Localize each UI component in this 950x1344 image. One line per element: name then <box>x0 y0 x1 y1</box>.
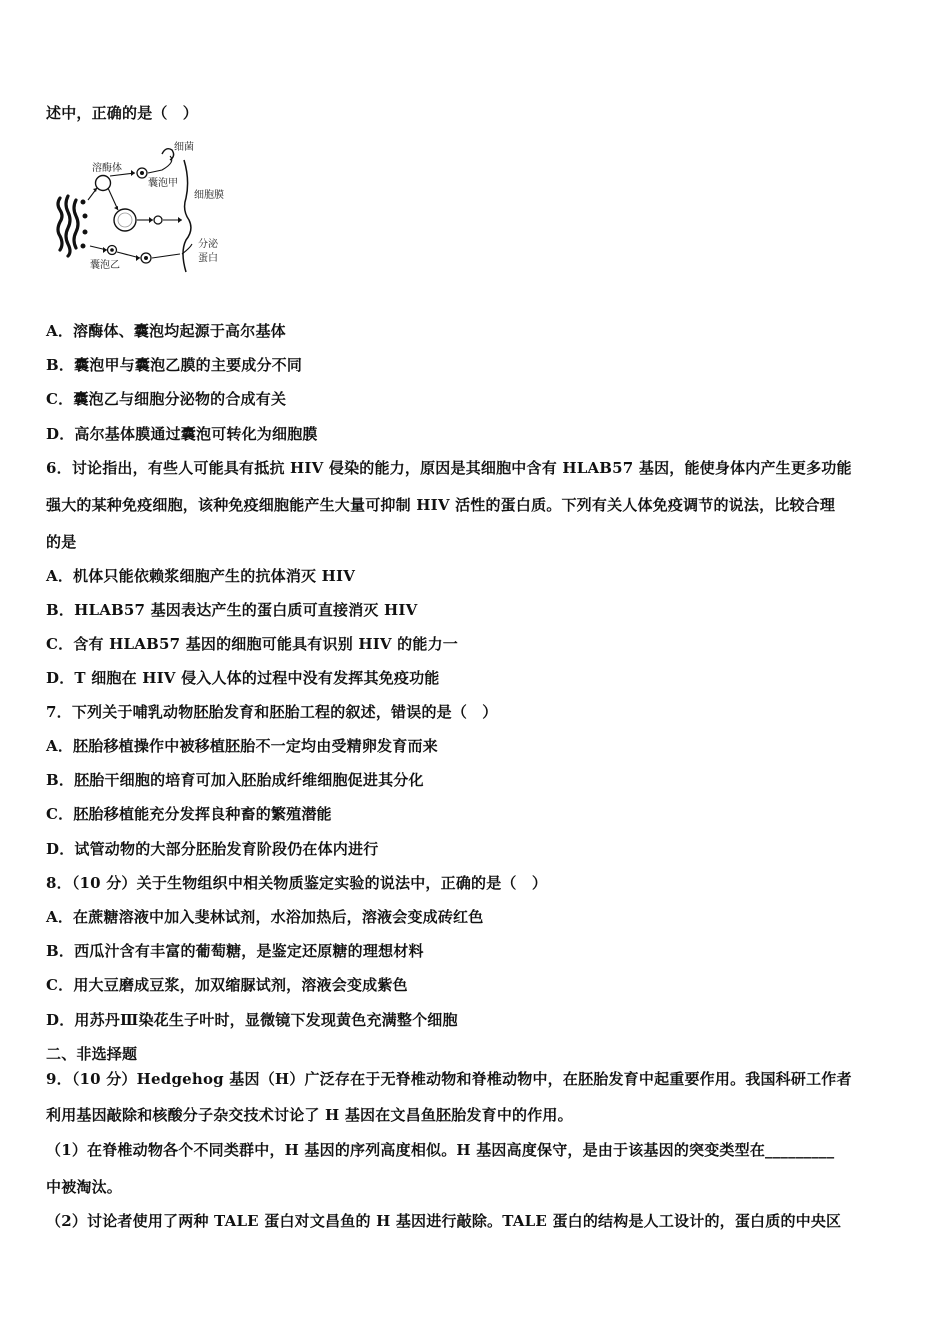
large-vesicle-icon <box>114 209 136 231</box>
q7-option-b: B．胚胎干细胞的培育可加入胚胎成纤维细胞促进其分化 <box>46 771 424 789</box>
label-secretory-line2: 蛋白 <box>198 253 218 264</box>
q6-option-a: A．机体只能依赖浆细胞产生的抗体消灭 HIV <box>46 567 356 585</box>
label-lysosome: 溶酶体 <box>92 163 122 174</box>
q9-sub2-line1: （2）讨论者使用了两种 TALE 蛋白对文昌鱼的 H 基因进行敲除。TALE 蛋白的结构是人工设计的，蛋白质的中央区 <box>46 1212 842 1230</box>
q6-option-c: C．含有 HLAB57 基因的细胞可能具有识别 HIV 的能力一 <box>46 635 458 653</box>
q6-stem-line3: 的是 <box>46 533 77 551</box>
q5-stem-tail: 述中，正确的是（ ） <box>46 104 199 122</box>
q7-option-d: D．试管动物的大部分胚胎发育阶段仍在体内进行 <box>46 840 379 858</box>
label-secretory-line1: 分泌 <box>198 239 218 250</box>
q9-sub1-line2: 中被淘汰。 <box>46 1178 123 1196</box>
q6-stem-line1: 6．讨论指出，有些人可能具有抵抗 HIV 侵染的能力，原因是其细胞中含有 HLAB57 基因，能使身体内产生更多功能 <box>46 459 852 477</box>
golgi-apparatus-icon <box>58 196 88 256</box>
q8-option-b: B．西瓜汁含有丰富的葡萄糖，是鉴定还原糖的理想材料 <box>46 942 424 960</box>
q9-stem-line2: 利用基因敲除和核酸分子杂交技术讨论了 H 基因在文昌鱼胚胎发育中的作用。 <box>46 1106 573 1124</box>
q5-option-d: D．高尔基体膜通过囊泡可转化为细胞膜 <box>46 425 318 443</box>
q5-option-c: C．囊泡乙与细胞分泌物的合成有关 <box>46 390 287 408</box>
vesicle-transport-diagram <box>52 140 248 276</box>
q6-stem-line2: 强大的某种免疫细胞，该种免疫细胞能产生大量可抑制 HIV 活性的蛋白质。下列有关人体免疫调节的说法，比较合理 <box>46 496 836 514</box>
q5-option-a: A．溶酶体、囊泡均起源于高尔基体 <box>46 322 286 340</box>
q9-sub1-line1: （1）在脊椎动物各个不同类群中，H 基因的序列高度相似。H 基因高度保守，是由于该基因的突变类型在_________ <box>46 1141 835 1159</box>
small-vesicle-icon <box>154 216 162 224</box>
q5-option-b: B．囊泡甲与囊泡乙膜的主要成分不同 <box>46 356 303 374</box>
section-heading: 二、非选择题 <box>46 1045 138 1063</box>
q7-option-c: C．胚胎移植能充分发挥良种畜的繁殖潜能 <box>46 805 332 823</box>
label-cell-membrane: 细胞膜 <box>194 190 224 201</box>
label-vesicle-b: 囊泡乙 <box>90 260 120 271</box>
q8-stem: 8．（10 分）关于生物组织中相关物质鉴定实验的说法中，正确的是（ ） <box>46 874 548 892</box>
q7-option-a: A．胚胎移植操作中被移植胚胎不一定均由受精卵发育而来 <box>46 737 438 755</box>
q8-option-a: A．在蔗糖溶液中加入斐林试剂，水浴加热后，溶液会变成砖红色 <box>46 908 484 926</box>
label-bacteria: 细菌 <box>174 142 194 153</box>
q6-option-d: D．T 细胞在 HIV 侵入人体的过程中没有发挥其免疫功能 <box>46 669 440 687</box>
label-vesicle-a: 囊泡甲 <box>148 178 178 189</box>
cell-membrane-icon <box>183 160 191 272</box>
q8-option-d: D．用苏丹Ⅲ染花生子叶时，显微镜下发现黄色充满整个细胞 <box>46 1011 458 1029</box>
q8-option-c: C．用大豆磨成豆浆，加双缩脲试剂，溶液会变成紫色 <box>46 976 408 994</box>
diagram-svg <box>52 140 248 276</box>
q7-stem: 7．下列关于哺乳动物胚胎发育和胚胎工程的叙述，错误的是（ ） <box>46 703 498 721</box>
q9-stem-line1: 9．（10 分）Hedgehog 基因（H）广泛存在于无脊椎动物和脊椎动物中，在胚胎发育中起重要作用。我国科研工作者 <box>46 1070 852 1088</box>
q6-option-b: B．HLAB57 基因表达产生的蛋白质可直接消灭 HIV <box>46 601 418 619</box>
